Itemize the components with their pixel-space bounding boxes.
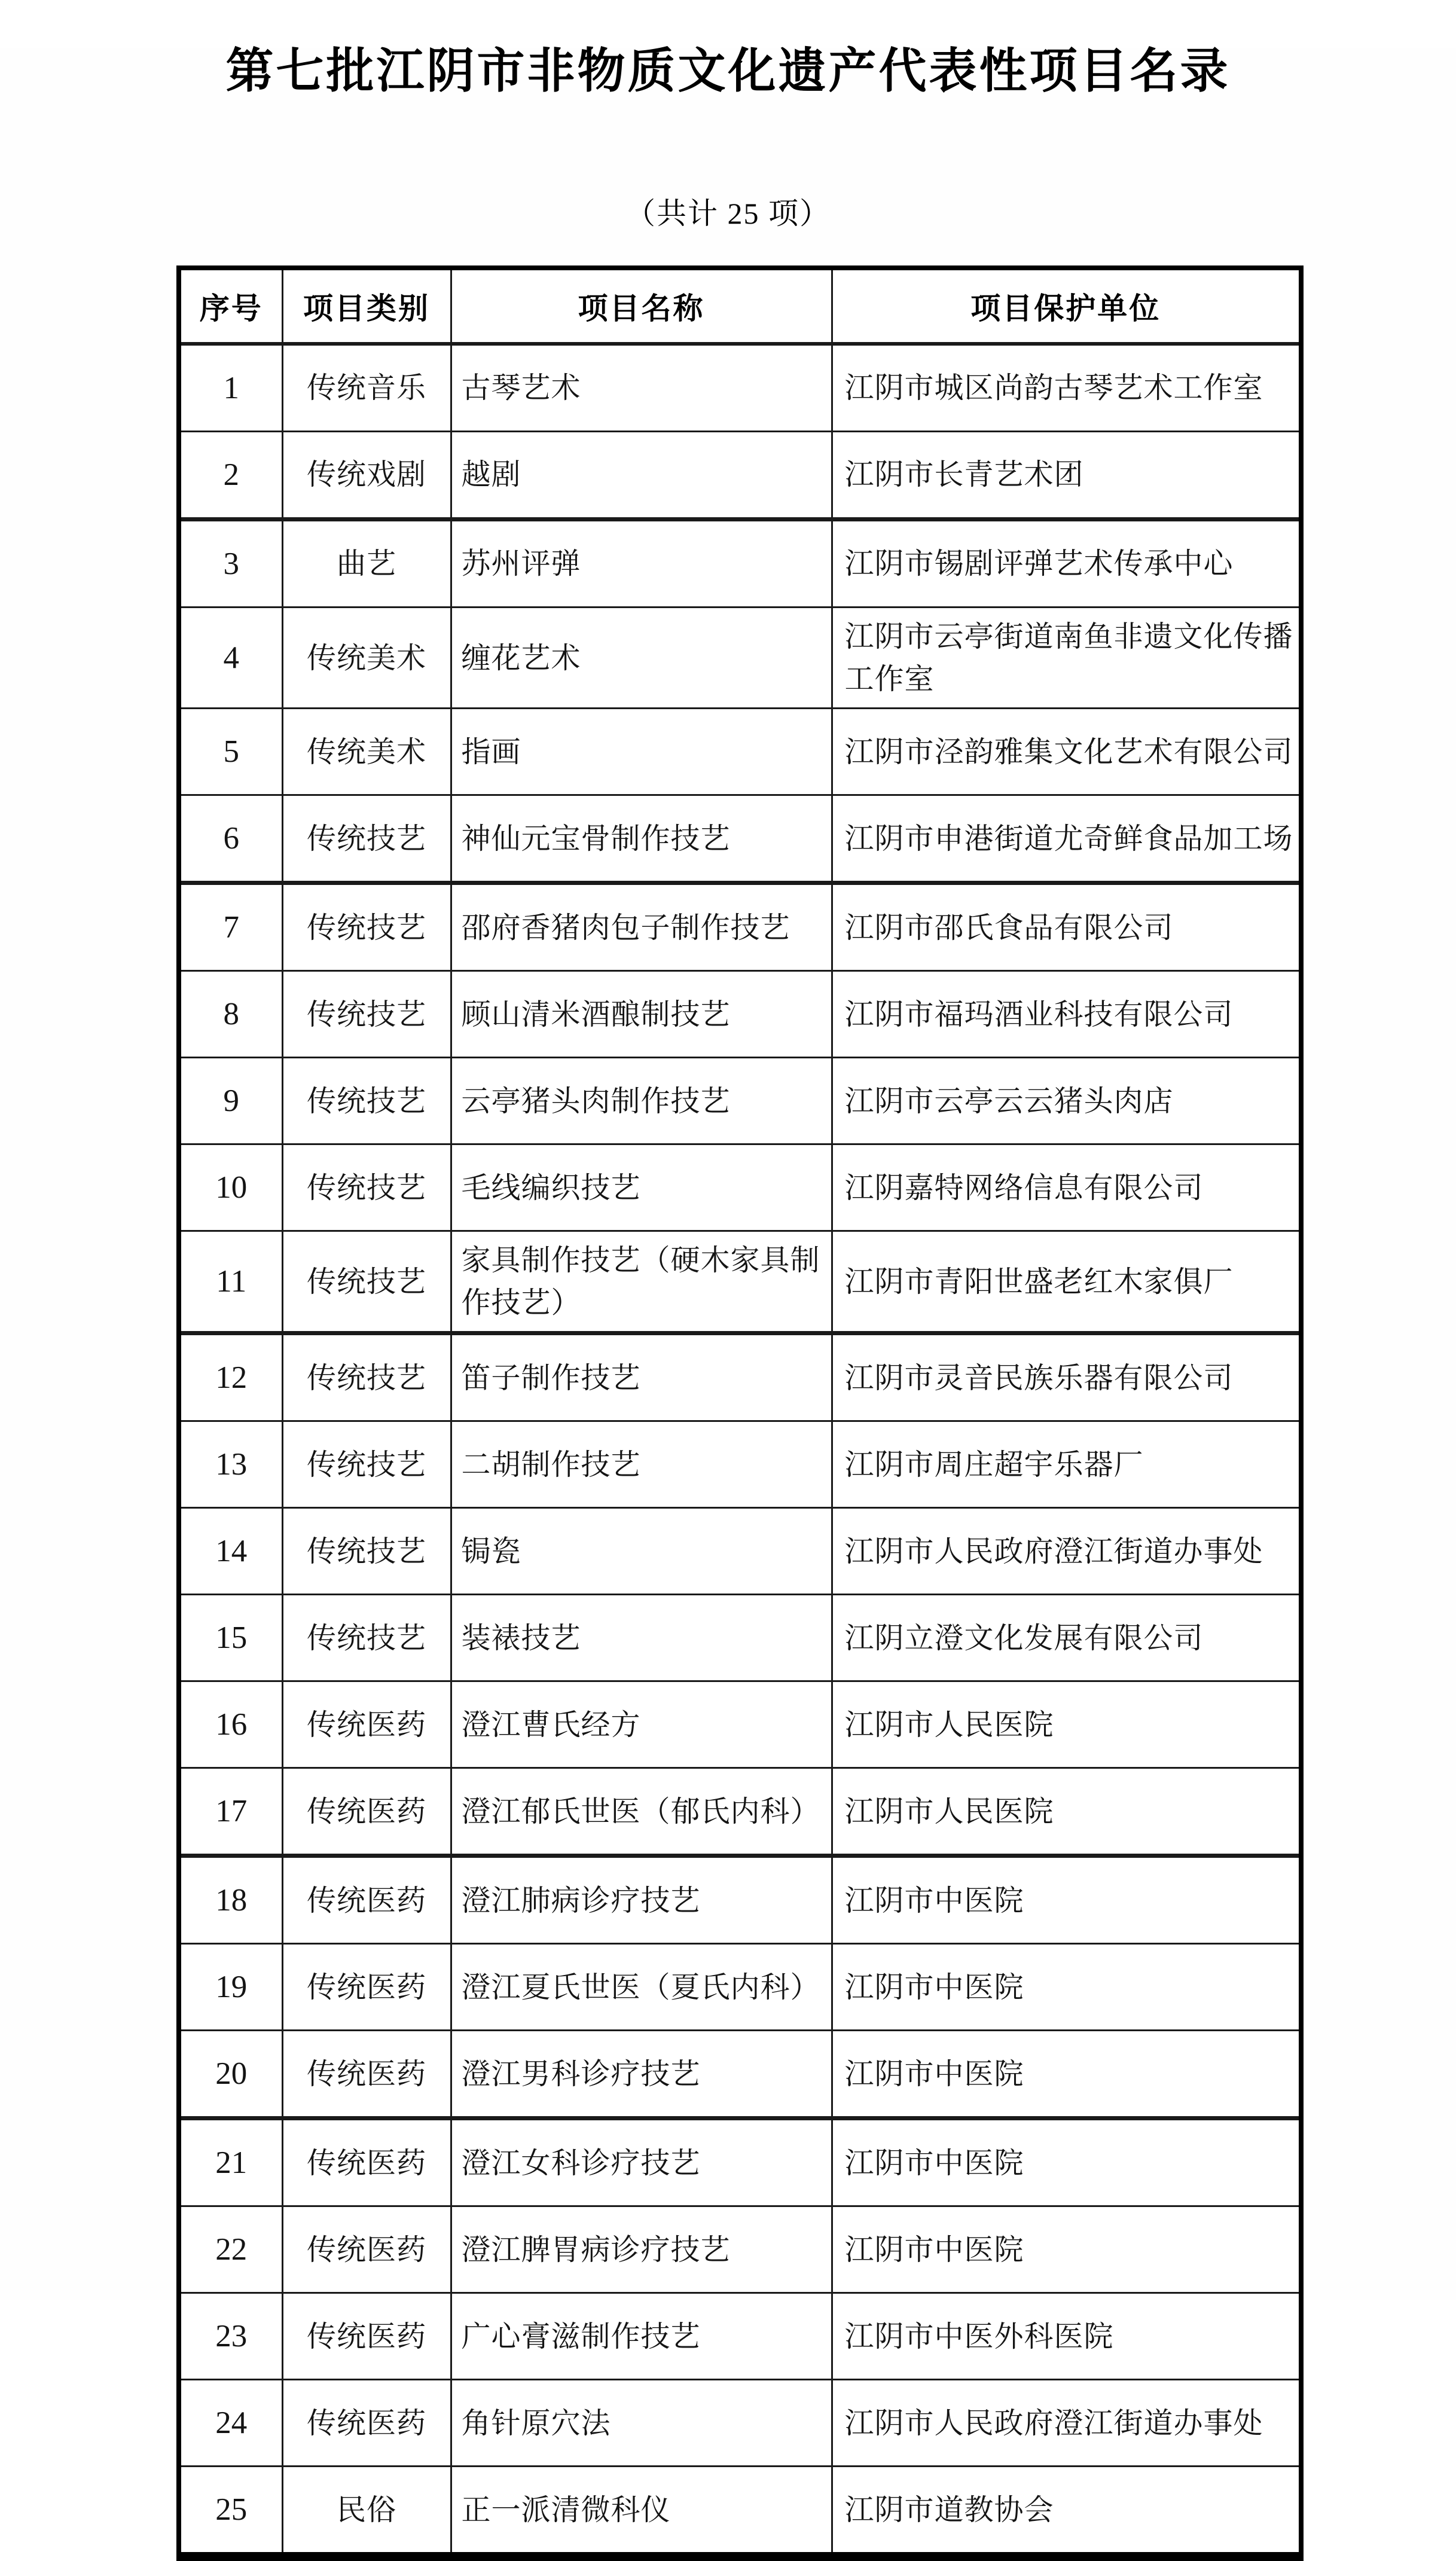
row-category-cell: 曲艺 (282, 520, 451, 608)
row-name-cell: 澄江男科诊疗技艺 (451, 2031, 832, 2119)
row-no-cell: 15 (179, 1595, 282, 1681)
row-unit-cell: 江阴市人民政府澄江街道办事处 (832, 1508, 1301, 1595)
row-no-cell: 22 (179, 2206, 282, 2293)
row-unit-cell: 江阴市中医外科医院 (832, 2293, 1301, 2380)
row-name-cell: 苏州评弹 (451, 520, 832, 608)
row-unit-cell: 江阴市人民政府澄江街道办事处 (832, 2380, 1301, 2467)
row-name-cell: 澄江夏氏世医（夏氏内科） (451, 1944, 832, 2031)
row-unit-cell: 江阴市周庄超宇乐器厂 (832, 1421, 1301, 1508)
table-row (179, 1231, 1301, 1333)
row-name-cell: 澄江女科诊疗技艺 (451, 2119, 832, 2206)
table-body (179, 344, 1301, 2557)
row-unit-cell: 江阴市中医院 (832, 1856, 1301, 1944)
row-unit-cell: 江阴市中医院 (832, 2031, 1301, 2119)
row-category-cell: 传统戏剧 (282, 432, 451, 520)
row-unit-cell: 江阴嘉特网络信息有限公司 (832, 1144, 1301, 1231)
row-no-cell: 16 (179, 1681, 282, 1768)
page-subtitle: （共计 25 项） (625, 197, 831, 230)
table-header (179, 268, 1301, 344)
table-row (179, 1856, 1301, 1944)
table-row (179, 520, 1301, 608)
row-no-cell: 9 (179, 1058, 282, 1144)
row-no-cell: 12 (179, 1333, 282, 1421)
row-no-cell: 20 (179, 2031, 282, 2119)
row-category-cell: 传统技艺 (282, 971, 451, 1058)
table-row (179, 971, 1301, 1058)
row-name-cell: 澄江肺病诊疗技艺 (451, 1856, 832, 1944)
row-category-cell: 传统医药 (282, 2206, 451, 2293)
row-unit-cell: 江阴市锡剧评弹艺术传承中心 (832, 520, 1301, 608)
table-row (179, 883, 1301, 971)
row-category-cell: 传统技艺 (282, 1058, 451, 1144)
table-row (179, 1508, 1301, 1595)
table-row (179, 1944, 1301, 2031)
row-name-cell: 家具制作技艺（硬木家具制作技艺） (451, 1231, 832, 1333)
row-name-cell: 澄江郁氏世医（郁氏内科） (451, 1768, 832, 1856)
table-row (179, 1595, 1301, 1681)
table-row (179, 1058, 1301, 1144)
row-name-cell: 装裱技艺 (451, 1595, 832, 1681)
row-no-cell: 8 (179, 971, 282, 1058)
row-name-cell: 邵府香猪肉包子制作技艺 (451, 883, 832, 971)
row-name-cell: 越剧 (451, 432, 832, 520)
row-no-cell: 5 (179, 709, 282, 795)
row-unit-cell: 江阴市人民医院 (832, 1681, 1301, 1768)
row-name-cell: 指画 (451, 709, 832, 795)
row-name-cell: 澄江曹氏经方 (451, 1681, 832, 1768)
table-row (179, 608, 1301, 709)
row-category-cell: 传统技艺 (282, 883, 451, 971)
row-category-cell: 传统技艺 (282, 795, 451, 883)
table-header-row (179, 268, 1301, 344)
row-category-cell: 传统医药 (282, 2119, 451, 2206)
row-unit-cell: 江阴市中医院 (832, 1944, 1301, 2031)
table-row (179, 344, 1301, 432)
row-no-cell: 2 (179, 432, 282, 520)
page-title: 第七批江阴市非物质文化遗产代表性项目名录 (225, 45, 1231, 98)
row-unit-cell: 江阴市灵音民族乐器有限公司 (832, 1333, 1301, 1421)
row-no-cell: 23 (179, 2293, 282, 2380)
table-row (179, 1333, 1301, 1421)
row-category-cell: 传统美术 (282, 709, 451, 795)
col-header-category: 项目类别 (282, 268, 451, 344)
row-unit-cell: 江阴市人民医院 (832, 1768, 1301, 1856)
row-name-cell: 澄江脾胃病诊疗技艺 (451, 2206, 832, 2293)
table-row (179, 795, 1301, 883)
row-unit-cell: 江阴市长青艺术团 (832, 432, 1301, 520)
heritage-projects-table (176, 265, 1304, 2561)
row-name-cell: 锔瓷 (451, 1508, 832, 1595)
row-no-cell: 25 (179, 2467, 282, 2557)
row-name-cell: 古琴艺术 (451, 344, 832, 432)
row-category-cell: 传统技艺 (282, 1231, 451, 1333)
row-no-cell: 17 (179, 1768, 282, 1856)
row-category-cell: 传统技艺 (282, 1144, 451, 1231)
row-unit-cell: 江阴市中医院 (832, 2206, 1301, 2293)
table-row (179, 1768, 1301, 1856)
row-no-cell: 6 (179, 795, 282, 883)
row-no-cell: 18 (179, 1856, 282, 1944)
row-unit-cell: 江阴市申港街道尤奇鲜食品加工场 (832, 795, 1301, 883)
row-name-cell: 毛线编织技艺 (451, 1144, 832, 1231)
row-unit-cell: 江阴立澄文化发展有限公司 (832, 1595, 1301, 1681)
row-category-cell: 传统技艺 (282, 1508, 451, 1595)
table-row (179, 1421, 1301, 1508)
row-name-cell: 云亭猪头肉制作技艺 (451, 1058, 832, 1144)
row-category-cell: 传统医药 (282, 2380, 451, 2467)
row-category-cell: 传统音乐 (282, 344, 451, 432)
table-row (179, 1144, 1301, 1231)
table-row (179, 709, 1301, 795)
row-category-cell: 传统技艺 (282, 1421, 451, 1508)
table-row (179, 1681, 1301, 1768)
row-category-cell: 传统技艺 (282, 1333, 451, 1421)
row-unit-cell: 江阴市中医院 (832, 2119, 1301, 2206)
table-row (179, 2293, 1301, 2380)
col-header-no: 序号 (179, 268, 282, 344)
row-name-cell: 二胡制作技艺 (451, 1421, 832, 1508)
table-row (179, 2031, 1301, 2119)
row-no-cell: 14 (179, 1508, 282, 1595)
col-header-name: 项目名称 (451, 268, 832, 344)
row-no-cell: 13 (179, 1421, 282, 1508)
row-name-cell: 神仙元宝骨制作技艺 (451, 795, 832, 883)
row-name-cell: 角针原穴法 (451, 2380, 832, 2467)
row-category-cell: 传统医药 (282, 2293, 451, 2380)
row-no-cell: 1 (179, 344, 282, 432)
row-category-cell: 传统医药 (282, 1856, 451, 1944)
row-unit-cell: 江阴市泾韵雅集文化艺术有限公司 (832, 709, 1301, 795)
row-no-cell: 24 (179, 2380, 282, 2467)
row-name-cell: 缠花艺术 (451, 608, 832, 709)
table-row (179, 2119, 1301, 2206)
row-name-cell: 笛子制作技艺 (451, 1333, 832, 1421)
row-category-cell: 传统医药 (282, 1944, 451, 2031)
row-category-cell: 传统技艺 (282, 1595, 451, 1681)
row-unit-cell: 江阴市云亭街道南鱼非遗文化传播工作室 (832, 608, 1301, 709)
row-category-cell: 民俗 (282, 2467, 451, 2557)
row-unit-cell: 江阴市云亭云云猪头肉店 (832, 1058, 1301, 1144)
row-no-cell: 3 (179, 520, 282, 608)
row-category-cell: 传统医药 (282, 1768, 451, 1856)
row-category-cell: 传统医药 (282, 1681, 451, 1768)
table-row (179, 2206, 1301, 2293)
row-name-cell: 广心膏滋制作技艺 (451, 2293, 832, 2380)
row-no-cell: 10 (179, 1144, 282, 1231)
row-category-cell: 传统医药 (282, 2031, 451, 2119)
row-unit-cell: 江阴市道教协会 (832, 2467, 1301, 2557)
row-unit-cell: 江阴市青阳世盛老红木家俱厂 (832, 1231, 1301, 1333)
row-unit-cell: 江阴市城区尚韵古琴艺术工作室 (832, 344, 1301, 432)
row-no-cell: 21 (179, 2119, 282, 2206)
row-category-cell: 传统美术 (282, 608, 451, 709)
row-no-cell: 19 (179, 1944, 282, 2031)
row-no-cell: 7 (179, 883, 282, 971)
col-header-unit: 项目保护单位 (832, 268, 1301, 344)
row-no-cell: 11 (179, 1231, 282, 1333)
document-page (0, 45, 1456, 2527)
row-unit-cell: 江阴市邵氏食品有限公司 (832, 883, 1301, 971)
table-row (179, 2380, 1301, 2467)
table-row (179, 432, 1301, 520)
row-unit-cell: 江阴市福玛酒业科技有限公司 (832, 971, 1301, 1058)
row-name-cell: 顾山清米酒酿制技艺 (451, 971, 832, 1058)
row-name-cell: 正一派清微科仪 (451, 2467, 832, 2557)
row-no-cell: 4 (179, 608, 282, 709)
table-row (179, 2467, 1301, 2557)
